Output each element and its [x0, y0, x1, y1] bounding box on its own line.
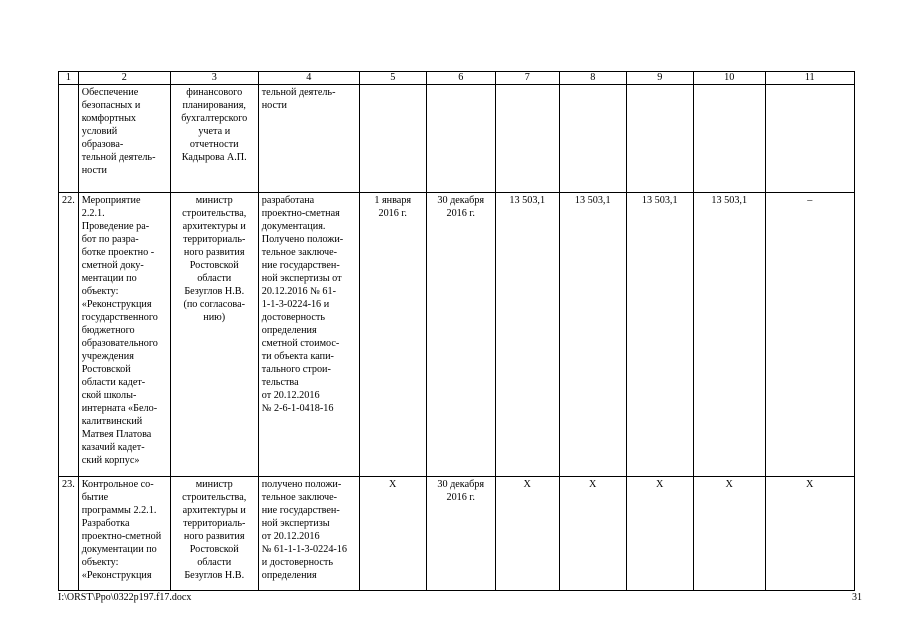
event-cell: Контрольное со- бытие программы 2.2.1. Разработка проектно-сметной документации по объекту: «Реконструкция — [78, 477, 170, 591]
header-cell: 11 — [765, 72, 854, 85]
amount-cell: X — [693, 477, 765, 591]
amount-cell — [495, 85, 559, 193]
result-cell: получено положи- тельное заключе- ние государствен- ной экспертизы от 20.12.2016 № 61-1-1-3-0224-16 и достоверность определения — [258, 477, 359, 591]
end-date-cell — [426, 85, 495, 193]
row-number — [59, 85, 79, 193]
result-cell: тельной деятель- ности — [258, 85, 359, 193]
header-cell: 1 — [59, 72, 79, 85]
amount-cell — [559, 85, 626, 193]
amount-cell — [626, 85, 693, 193]
row-number: 22. — [59, 193, 79, 477]
executor-cell: министр строительства, архитектуры и территориаль- ного развития Ростовской области Безуглов Н.В. — [170, 477, 258, 591]
amount-cell: 13 503,1 — [495, 193, 559, 477]
amount-cell: – — [765, 193, 854, 477]
table-row — [59, 193, 855, 477]
start-date-cell: 1 января 2016 г. — [359, 193, 426, 477]
header-cell: 10 — [693, 72, 765, 85]
end-date-cell: 30 декабря 2016 г. — [426, 193, 495, 477]
table-row — [59, 477, 855, 591]
file-path-footer: I:\ORST\Ppo\0322p197.f17.docx — [58, 592, 192, 603]
amount-cell: X — [765, 477, 854, 591]
header-cell: 3 — [170, 72, 258, 85]
event-cell: Мероприятие 2.2.1. Проведение ра- бот по разра- ботке проектно - сметной доку- ментации по объекту: «Реконструкция государственного бюджетного образовательного учреждения Ростовской области кадет- ской школы- интерната «Бело- калитвинский Матвея Платова казачий кадет- ский корпус» — [78, 193, 170, 477]
amount-cell — [765, 85, 854, 193]
amount-cell: 13 503,1 — [559, 193, 626, 477]
event-cell: Обеспечение безопасных и комфортных условий образова- тельной деятель- ности — [78, 85, 170, 193]
program-table — [58, 71, 855, 591]
amount-cell: 13 503,1 — [626, 193, 693, 477]
amount-cell — [693, 85, 765, 193]
result-cell: разработана проектно-сметная документация. Получено положи- тельное заключе- ние государствен- ной экспертизы от 20.12.2016 № 61- 1-1-3-0224-16 и достоверность определения сметной стоимос- ти объекта капи- тального строи- тельства от 20.12.2016 № 2-6-1-0418-16 — [258, 193, 359, 477]
header-cell: 9 — [626, 72, 693, 85]
header-cell: 8 — [559, 72, 626, 85]
header-cell: 5 — [359, 72, 426, 85]
table-row — [59, 85, 855, 193]
executor-cell: финансового планирования, бухгалтерского учета и отчетности Кадырова А.П. — [170, 85, 258, 193]
end-date-cell: 30 декабря 2016 г. — [426, 477, 495, 591]
row-number: 23. — [59, 477, 79, 591]
amount-cell: X — [626, 477, 693, 591]
header-cell: 7 — [495, 72, 559, 85]
executor-cell: министр строительства, архитектуры и территориаль- ного развития Ростовской области Безуглов Н.В. (по согласова- нию) — [170, 193, 258, 477]
start-date-cell: X — [359, 477, 426, 591]
amount-cell: X — [495, 477, 559, 591]
start-date-cell — [359, 85, 426, 193]
page-number: 31 — [852, 592, 862, 603]
header-cell: 2 — [78, 72, 170, 85]
header-cell: 6 — [426, 72, 495, 85]
header-cell: 4 — [258, 72, 359, 85]
table-header-row — [59, 72, 855, 85]
amount-cell: 13 503,1 — [693, 193, 765, 477]
amount-cell: X — [559, 477, 626, 591]
